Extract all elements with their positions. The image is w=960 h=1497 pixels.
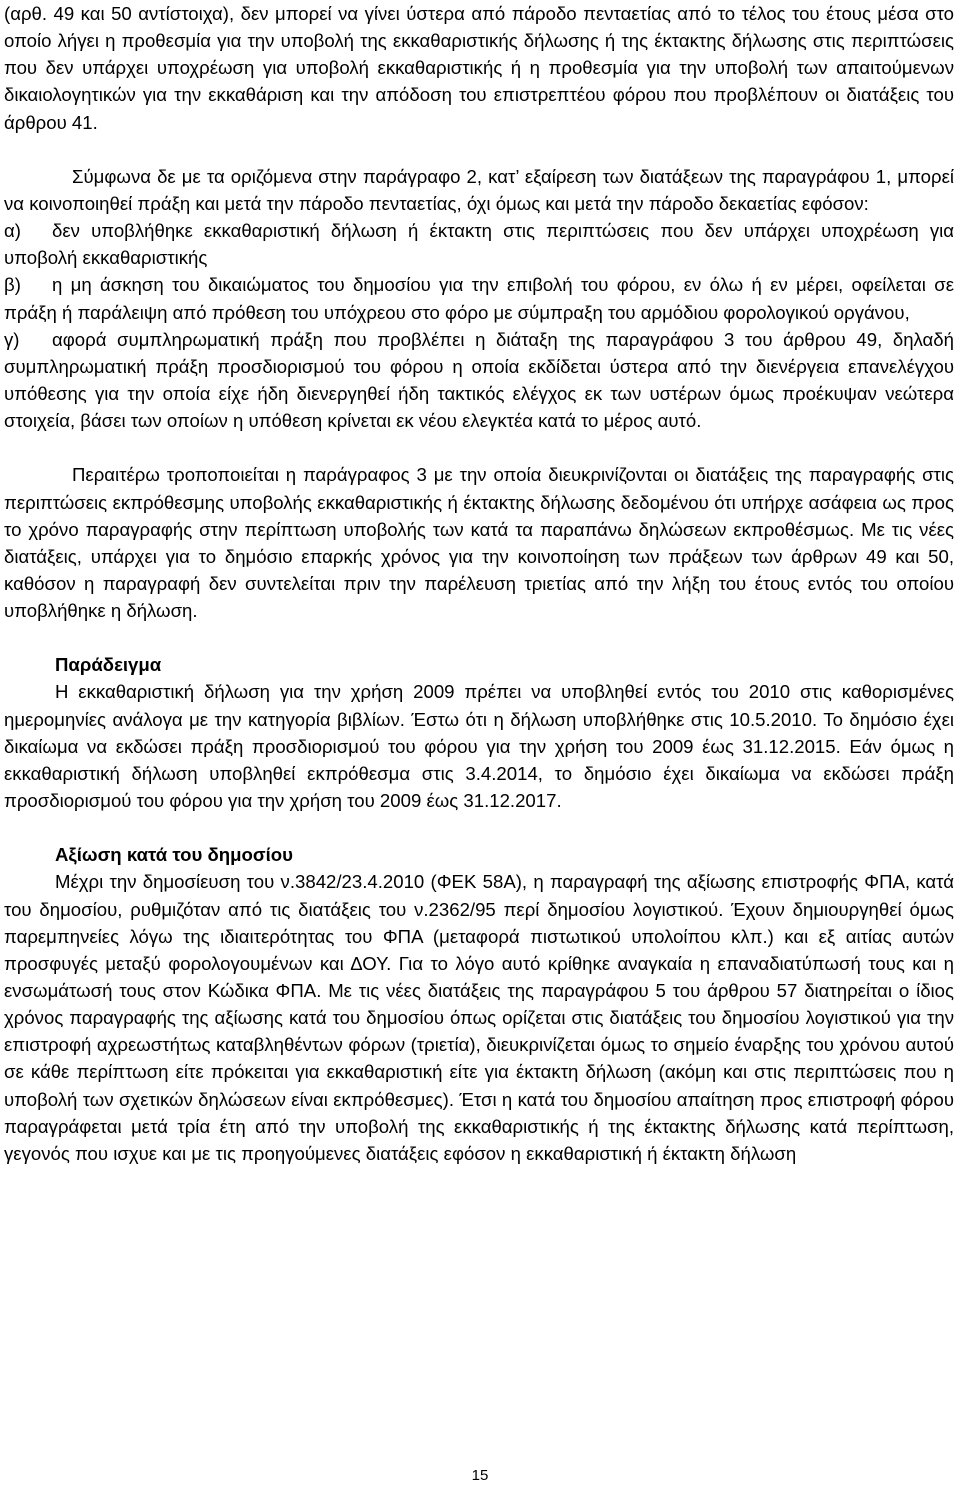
spacer	[4, 624, 954, 651]
list-item-b	[4, 271, 954, 325]
claim-text: Μέχρι την δημοσίευση του ν.3842/23.4.2010 (ΦΕΚ 58Α), η παραγραφή της αξίωσης επιστροφής ΦΠΑ, κατά του δημοσίου, ρυθμιζόταν από τις διατάξεις του ν.2362/95 περί δημοσίου λογιστικού. Έχουν δημιουργηθεί όμως παρεμπηνείες λόγω της ιδιαιτερότητας του ΦΠΑ (μεταφορά πιστωτικού υπολοίπου κλπ.) και εξ αιτίας αυτών προσφυγές μεταξύ φορολογουμένων και ΔΟΥ. Για το λόγο αυτό κρίθηκε αναγκαία η επαναδιατύπωσή τους και η ενσωμάτωσή τους στον Κώδικα ΦΠΑ. Με τις νέες διατάξεις της παραγράφου 5 του άρθρου 57 διατηρείται ο ίδιος χρόνος παραγραφής της αξίωσης κατά του δημοσίου όπως ορίζεται στις διατάξεις του δημοσίου λογιστικού για την επιστροφή αχρεωστήτως καταβληθέντων φόρων (τριετία), διευκρινίζεται όμως το σημείο έναρξης του χρόνου αυτού σε κάθε περίπτωση είτε πρόκειται για εκκαθαριστική είτε για έκτακτη δήλωση (ακόμη και στις περιπτώσεις που η υποβολή των σχετικών δηλώσεων είναι εκπρόθεσμες). Έτσι η κατά του δημοσίου απαίτηση προς επιστροφή φόρου παραγράφεται μετά τρία έτη από την υποβολή της εκκαθαριστικής ή της έκτακτης δήλωσης κατά περίπτωση, γεγονός που ισχυε και με τις προηγούμενες διατάξεις εφόσον η εκκαθαριστική ή έκτακτη δήλωση	[4, 871, 954, 1164]
spacer	[4, 814, 954, 841]
list-item-text: αφορά συμπληρωματική πράξη που προβλέπει η διάταξη της παραγράφου 3 του άρθρου 49, δηλαδή συμπληρωματική πράξη προσδιορισμού του φόρου η οποία εκδίδεται ύστερα από την διενέργεια επανελέγχου υπόθεσης για την οποία είχε ήδη διενεργηθεί ήδη τακτικός ελέγχος εκ των υστέρων όμως προέκυψαν νεώτερα στοιχεία, βάσει των οποίων η υπόθεση κρίνεται εκ νέου ελεγκτέα κατά το μέρος αυτό.	[4, 328, 954, 432]
list-item-label: γ)	[4, 328, 20, 350]
page-number: 15	[471, 1467, 489, 1484]
example-text: Η εκκαθαριστική δήλωση για την χρήση 2009 πρέπει να υποβληθεί εντός του 2010 στις καθορισμένες ημερομηνίες ανάλογα με την κατηγορία βιβλίων. Έστω ότι η δήλωση υποβλήθηκε στις 10.5.2010. Το δημόσιο έχει δικαίωμα να εκδώσει πράξη προσδιορισμού του φόρου για την χρήση του 2009 έως 31.12.2015. Εάν όμως η εκκαθαριστική δήλωση υποβληθεί εκπρόθεσμα στις 3.4.2014, το δημόσιο έχει δικαίωμα να εκδώσει πράξη προσδιορισμού του φόρου για την χρήση του 2009 έως 31.12.2017.	[4, 681, 954, 812]
claim-heading: Αξίωση κατά του δημοσίου	[55, 844, 293, 866]
list-item-label: β)	[4, 274, 21, 296]
list-item-c	[4, 326, 954, 435]
paragraph-exceptions-intro: Σύμφωνα δε με τα οριζόμενα στην παράγραφο 2, κατ’ εξαίρεση των διατάξεων της παραγράφου 1, μπορεί να κοινοποιηθεί πράξη και μετά την πάροδο πενταετίας, όχι όμως και μετά την πάροδο δεκαετίας εφόσον:	[4, 165, 954, 214]
list-item-label: α)	[4, 220, 21, 242]
spacer	[4, 434, 954, 461]
list-item-text: δεν υποβλήθηκε εκκαθαριστική δήλωση ή έκτακτη στις περιπτώσεις που δεν υπάρχει υποχρέωση για υποβολή εκκαθαριστικής	[4, 220, 954, 269]
spacer	[4, 136, 954, 163]
example-heading: Παράδειγμα	[55, 654, 162, 676]
list-item-a	[4, 217, 954, 271]
paragraph-paragraph3: Περαιτέρω τροποποιείται η παράγραφος 3 με την οποία διευκρινίζονται οι διατάξεις της παραγραφής στις περιπτώσεις εκπρόθεσμης υποβολής εκκαθαριστικής ή έκτακτης δήλωσης δεδομένου ότι υπήρχε ασάφεια ως προς το χρόνο παραγραφής στην περίπτωση υποβολής των κατά τα παραπάνω δηλώσεων εκπροθέσμως. Με τις νέες διατάξεις, υπάρχει για το δημόσιο επαρκής χρόνος για την κοινοποίηση των πράξεων των άρθρων 49 και 50, καθόσον η παραγραφή δεν συντελείται πριν την παρέλευση τριετίας από την λήξη του έτους εντός του οποίου υποβλήθηκε η δήλωση.	[4, 464, 954, 622]
list-item-text: η μη άσκηση του δικαιώματος του δημοσίου για την επιβολή του φόρου, εν όλω ή εν μέρει, οφείλεται σε πράξη ή παράλειψη από πρόθεση του υπόχρεου στο φόρο με σύμπραξη του αρμόδιου φορολογικού οργάνου,	[4, 274, 954, 323]
paragraph-continued: (αρθ. 49 και 50 αντίστοιχα), δεν μπορεί να γίνει ύστερα από πάροδο πενταετίας από το τέλος του έτους μέσα στο οποίο λήγει η προθεσμία για την υποβολή της εκκαθαριστικής δήλωσης ή της έκτακτης δήλωσης στις περιπτώσεις που δεν υπάρχει υποχρέωση για υποβολή εκκαθαριστικής ή η προθεσμία για την υποβολή των απαιτούμενων δικαιολογητικών για την εκκαθάριση και την απόδοση του επιστρεπτέου φόρου που προβλέπουν οι διατάξεις του άρθρου 41.	[4, 3, 954, 133]
